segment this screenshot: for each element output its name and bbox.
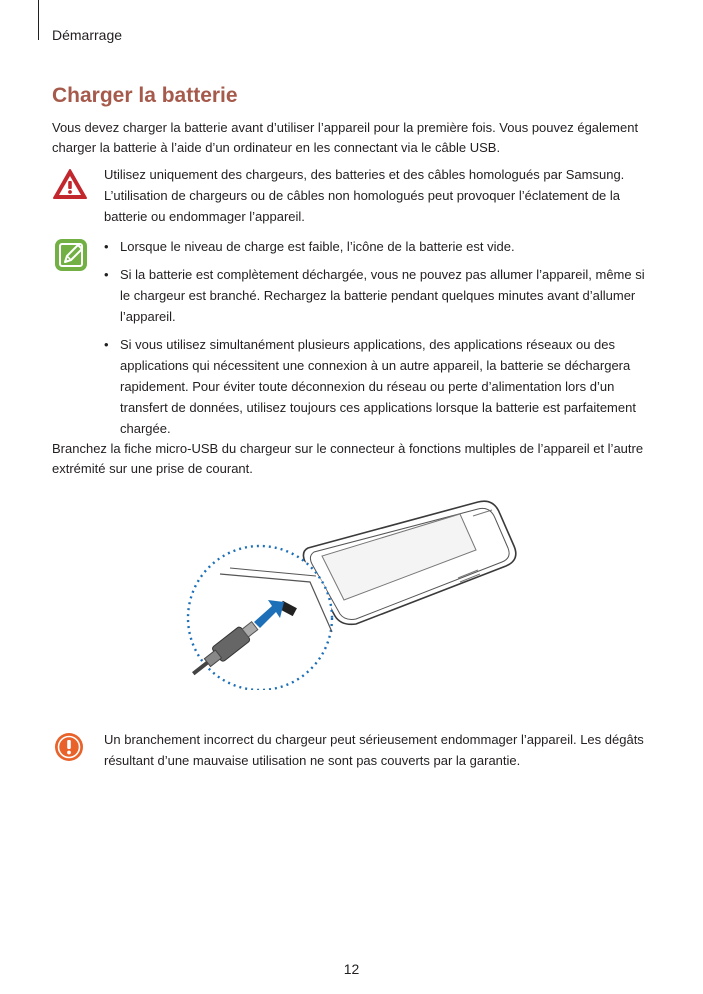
bullet-text: Lorsque le niveau de charge est faible, l’icône de la batterie est vide. [120, 239, 515, 254]
header-rule [38, 0, 39, 40]
bullet-dot: • [104, 337, 109, 352]
list-item [104, 264, 652, 327]
warning-text: Utilisez uniquement des chargeurs, des batteries et des câbles homologués par Samsung. L’utilisation de chargeurs ou de câbles non homologués peut provoquer l’éclatement de la batterie ou endommager l’appareil. [104, 167, 625, 224]
section-title: Charger la batterie [52, 84, 238, 107]
page-number: 12 [343, 961, 360, 977]
bullet-dot: • [104, 239, 109, 254]
list-item [104, 334, 652, 439]
phone-body [303, 501, 515, 624]
bullet-dot: • [104, 267, 109, 282]
warning-triangle-icon [52, 168, 88, 200]
note-bullet-list [104, 236, 652, 446]
list-item [104, 236, 652, 257]
intro-paragraph: Vous devez charger la batterie avant d’utiliser l’appareil pour la première fois. Vous pouvez également charger la batterie à l’aide d’un ordinateur en les connectant via le câble USB. [52, 120, 639, 155]
header-title: Démarrage [52, 27, 123, 43]
connect-paragraph: Branchez la fiche micro-USB du chargeur sur le connecteur à fonctions multiples de l’appareil et l’autre extrémité sur une prise de courant. [52, 441, 644, 476]
caution-text: Un branchement incorrect du chargeur peut sérieusement endommager l’appareil. Les dégâts résultant d’une mauvaise utilisation ne sont pas couverts par la garantie. [104, 732, 644, 768]
caution-exclamation-icon [54, 732, 84, 762]
bullet-text: Si la batterie est complètement déchargée, vous ne pouvez pas allumer l’appareil, même si le chargeur est branché. Rechargez la batterie pendant quelques minutes avant d’allumer l’appareil. [120, 267, 645, 324]
phone-charging-illustration [180, 490, 530, 690]
note-pencil-icon [54, 238, 88, 272]
bullet-text: Si vous utilisez simultanément plusieurs applications, des applications réseaux ou des applications qui nécessitent une connexion à un autre appareil, la batterie se déchargera rapidement. Pour éviter toute déconnexion du réseau ou perte d’alimentation lors d’un transfert de données, utilisez toujours ces applications lorsque la batterie est parfaitement chargée. [120, 337, 636, 436]
